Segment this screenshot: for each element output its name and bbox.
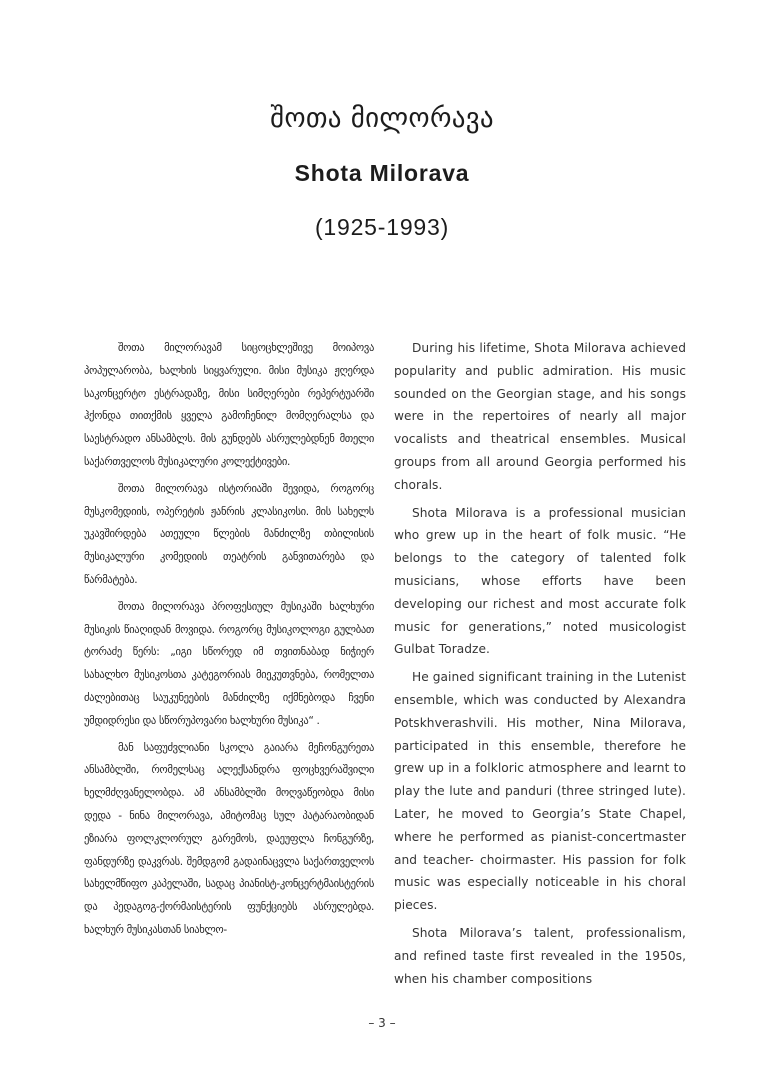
english-text-column (394, 337, 686, 995)
english-paragraph: Shota Milorava is a professional musician who grew up in the heart of folk music. “He belongs to the category of talented folk musicians, whose efforts have been developing our richest and most accurate folk music for generations,” noted musicologist Gulbat Toradze. (394, 505, 686, 657)
georgian-paragraph: შოთა მილორავა ისტორიაში შევიდა, როგორც მუსკომედიის, ოპერეტის ჟანრის კლასიკოსი. მის სახელს უკავშირდება ათეული წლების მანძილზე თბილისის მუსიკალური კომედიის თეატრის განვითარება და წარმატება. (84, 482, 374, 586)
georgian-text-column (84, 337, 374, 946)
english-paragraph: During his lifetime, Shota Milorava achieved popularity and public admiration. His music sounded on the Georgian stage, and his songs were in the repertoires of nearly all major vocalists and theatrical ensembles. Musical groups from all around Georgia performed his chorals. (394, 341, 686, 492)
title-block (0, 103, 764, 265)
title-years: (1925-1993) (314, 214, 450, 240)
georgian-paragraph: შოთა მილორავამ სიცოცხლეშივე მოიპოვა პოპულარობა, ხალხის სიყვარული. მისი მუსიკა ჟღერდა საკონცერტო ესტრადაზე, მისი სიმღერები რეპერტუარში ჰქონდა თითქმის ყველა გამოჩენილ მომღერალსა და საესტრადო ანსამბლს. მის გუნდებს ასრულებდნენ მთელი საქართველოს მუსიკალური კოლექტივები. (84, 342, 374, 468)
georgian-paragraph: შოთა მილორავა პროფესიულ მუსიკაში ხალხური მუსიკის წიაღიდან მოვიდა. როგორც მუსიკოლოგი გულბათ ტორაძე წერს: „იგი სწორედ იმ თვითნაბად ნიჭიერ სახალხო მუსიკოსთა კატეგორიას მიეკუთვნება, რომელთა ძალებითაც საუკუნეების მანძილზე იქმნებოდა ჩვენი უმდიდრესი და სწორუპოვარი ხალხური მუსიკა“ . (84, 600, 374, 727)
georgian-paragraph: მან საფუძვლიანი სკოლა გაიარა მეჩონგურეთა ანსამბლში, რომელსაც ალექსანდრა ფოცხვერაშვილი ხელმძღვანელობდა. ამ ანსამბლში მოღვაწეობდა მისი დედა - ნინა მილორავა, ამიტომაც სულ პატარაობიდან ეზიარა ფოლკლორულ გარემოს, დაეუფლა ჩონგურზე, ფანდურზე დაკვრას. შემდგომ გადაინაცვლა საქართველოს სახელმწიფო კაპელაში, სადაც პიანისტ-კონცერტმაისტერის და პედაგოგ-ქორმაისტერის ფუნქციებს ასრულებდა. ხალხურ მუსიკასთან სიახლო- (84, 741, 374, 936)
title-name-english: Shota Milorava (294, 160, 470, 186)
english-paragraph: Shota Milorava’s talent, professionalism, and refined taste first revealed in the 1950s, when his chamber compositions (394, 925, 686, 986)
page-number: – 3 – (368, 1016, 396, 1030)
english-paragraph: He gained significant training in the Lutenist ensemble, which was conducted by Alexandra Potskhverashvili. His mother, Nina Milorava, participated in this ensemble, therefore he grew up in a folkloric atmosphere and learnt to play the lute and panduri (three stringed lute). Later, he moved to Georgia’s State Chapel, where he performed as pianist-concertmaster and teacher- choirmaster. His passion for folk music was especially noticeable in his choral pieces. (394, 670, 686, 913)
title-name-georgian: შოთა მილორავა (270, 103, 494, 134)
